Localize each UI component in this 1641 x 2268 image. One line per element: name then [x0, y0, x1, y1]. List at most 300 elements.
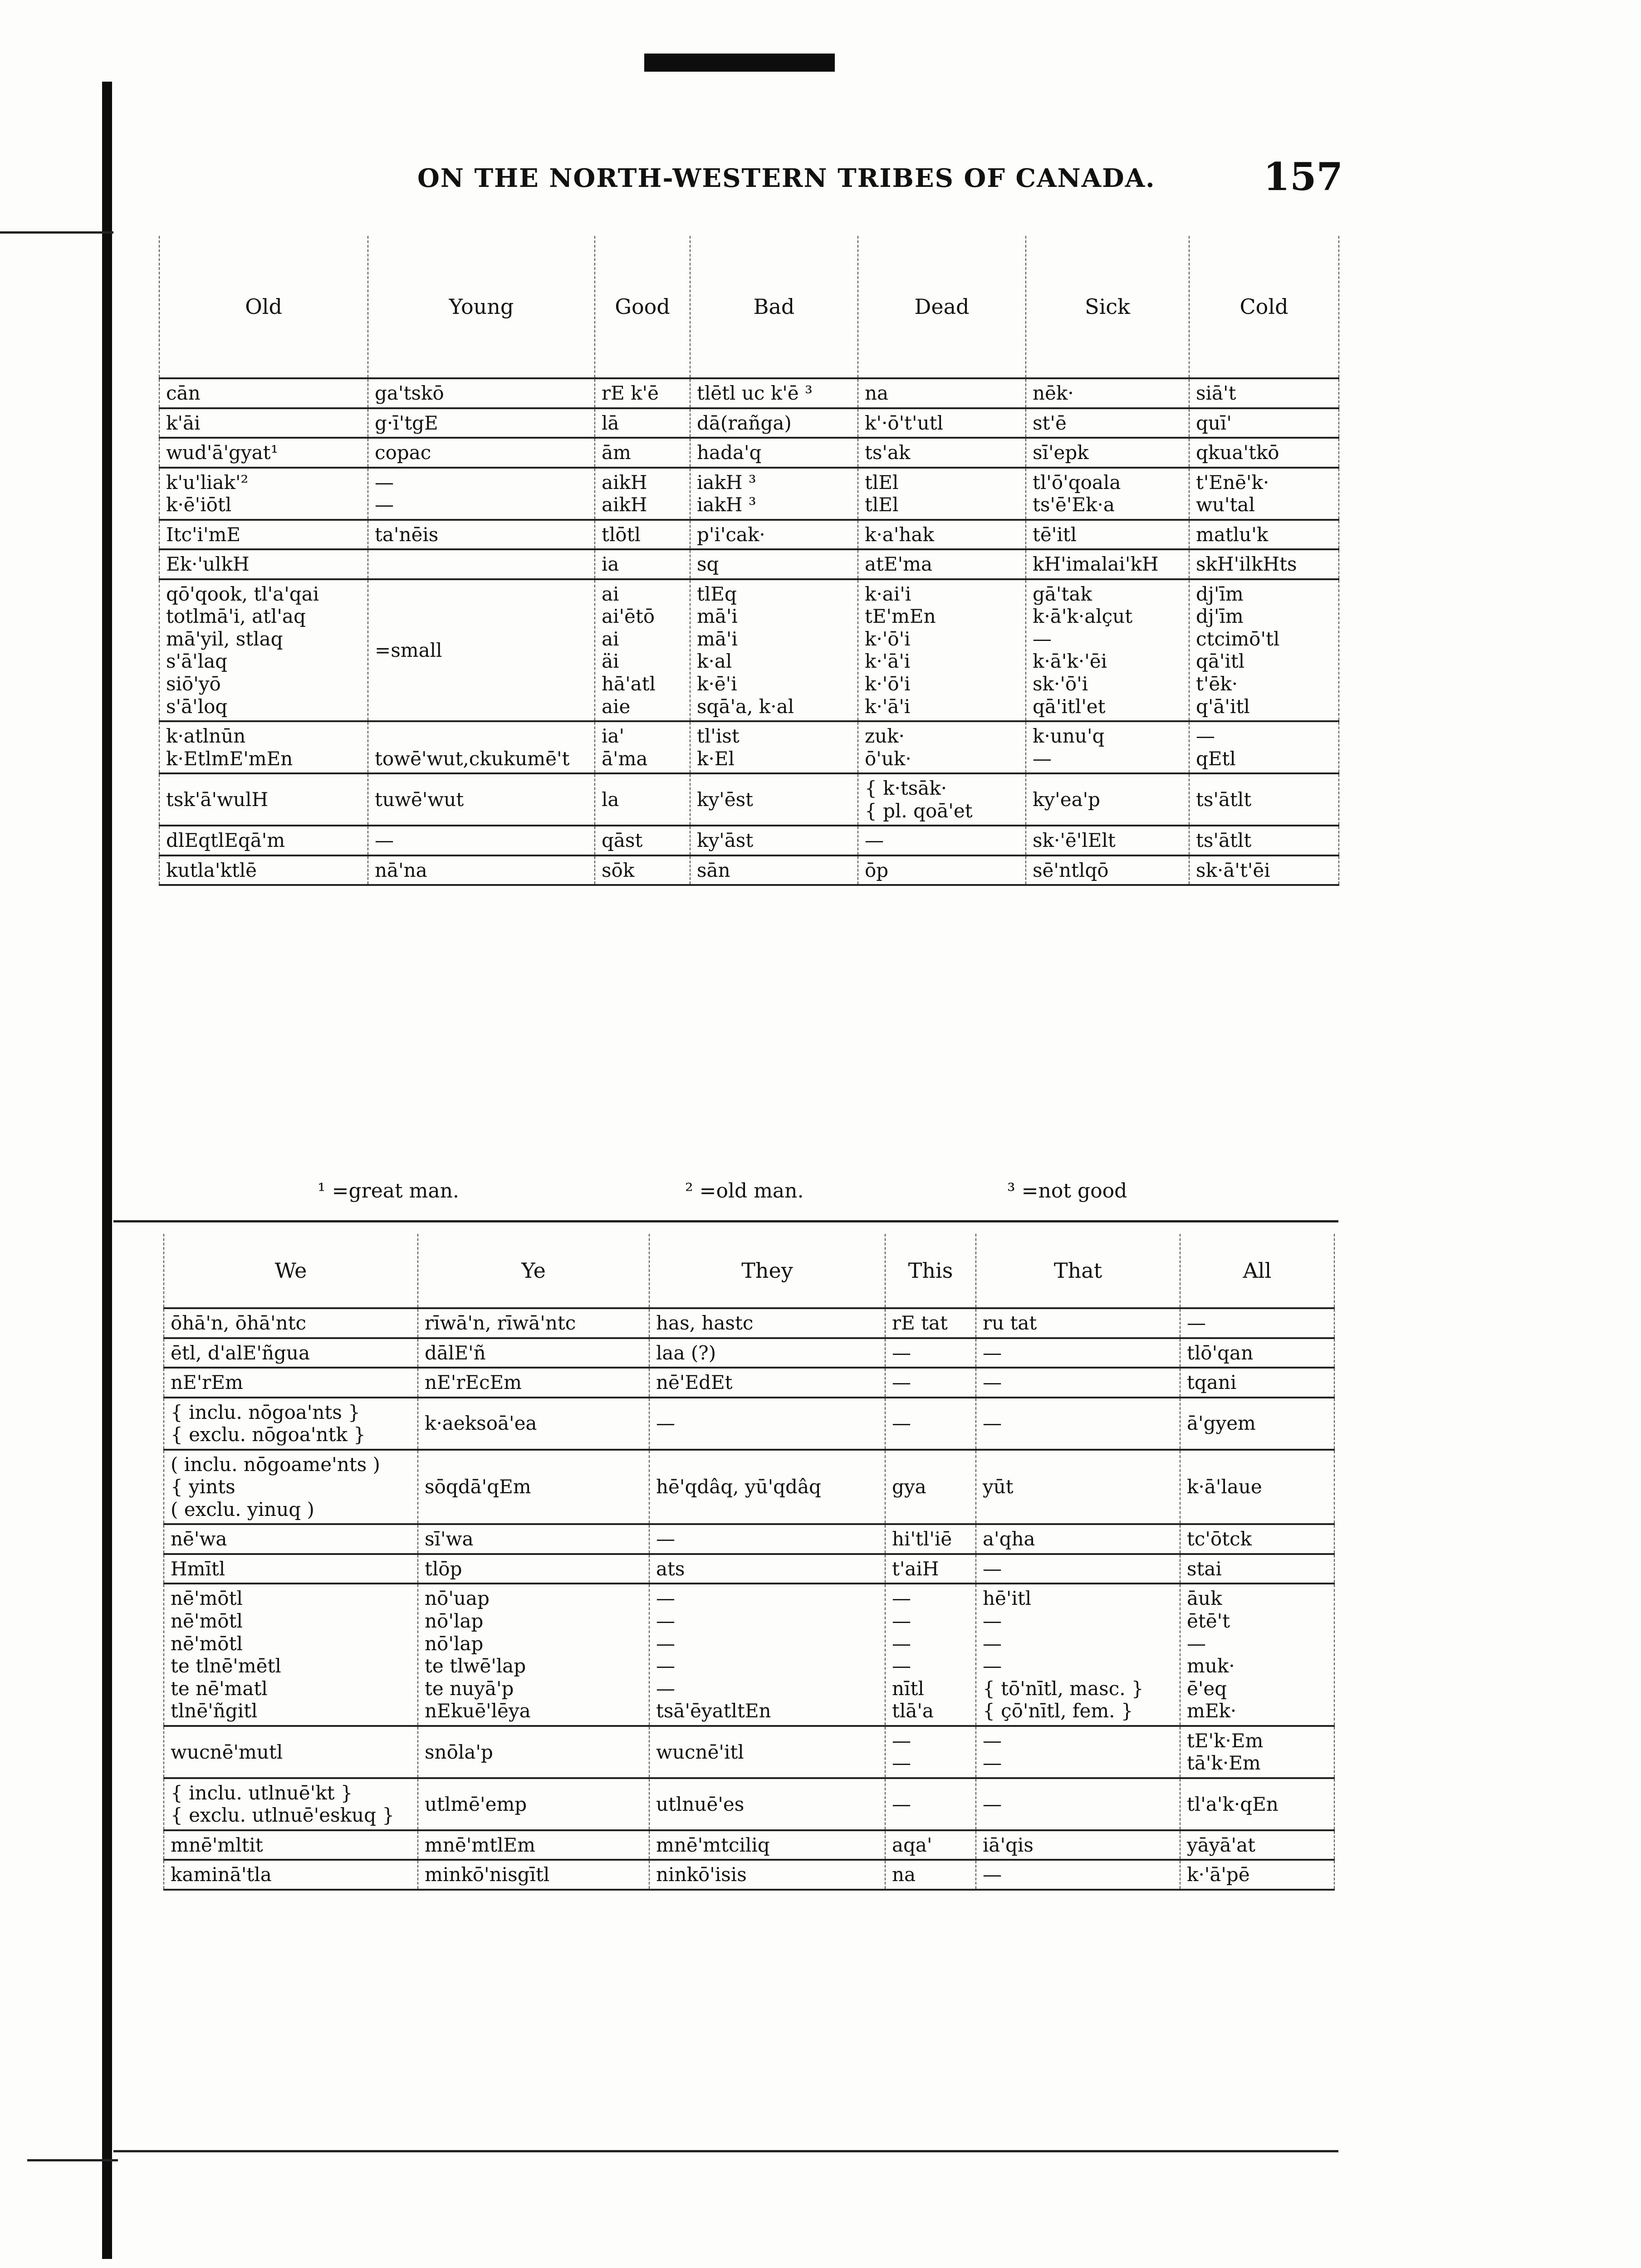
table2-cell-line: { exclu. utlnuē'eskuq }	[171, 1804, 395, 1827]
table2-header-cell: All	[1180, 1234, 1334, 1308]
table1-cell	[1026, 468, 1189, 520]
table2-row	[164, 1338, 1334, 1368]
table2-cell-line: nē'mōtl	[171, 1632, 243, 1655]
table1-cell-line: ō'uk·	[865, 747, 911, 770]
table1-cell-line: aie	[602, 695, 631, 718]
table2-cell: minkō'nisgītl	[418, 1860, 649, 1890]
table2-cell-line: mEk·	[1187, 1700, 1237, 1722]
table1-cell-line: dj'īm	[1196, 605, 1244, 628]
table1-cell-line: mā'i	[697, 627, 738, 650]
table2-cell: —	[976, 1338, 1180, 1368]
table1-cell: tē'itl	[1026, 520, 1189, 550]
table1-cell-line: tlEq	[697, 582, 737, 605]
table1-cell-line: ia'	[602, 725, 625, 748]
table2-header-row	[164, 1234, 1334, 1308]
table1-cell-line: hā'atl	[602, 673, 656, 695]
table1-cell	[368, 549, 595, 579]
table2-cell: aqa'	[885, 1830, 976, 1860]
table2-cell: yūt	[976, 1450, 1180, 1525]
table2-cell-line: nō'lap	[425, 1632, 484, 1655]
table2-cell	[885, 1726, 976, 1778]
table2-cell-line: te nuyā'p	[425, 1677, 514, 1700]
table2-row	[164, 1554, 1334, 1584]
table1-cell: g·ī'tgE	[368, 408, 595, 438]
table2-cell	[164, 1450, 418, 1525]
table2-cell-line: —	[983, 1632, 1002, 1655]
table1-cell-line: k·ē'i	[697, 673, 737, 695]
table1-row	[159, 378, 1339, 408]
table1-cell: dlEqtlEqā'm	[159, 826, 368, 855]
table1-cell	[159, 468, 368, 520]
table2-cell: dālE'ñ	[418, 1338, 649, 1368]
table2-cell-line: —	[983, 1610, 1002, 1633]
table2-cell-line: —	[656, 1677, 675, 1700]
table1-header-cell: Sick	[1026, 236, 1189, 378]
table1-cell-line: —	[1033, 627, 1052, 650]
bottom-rule	[113, 2150, 1338, 2152]
table2-cell: has, hastc	[649, 1308, 885, 1338]
table1-cell: cān	[159, 378, 368, 408]
table1-cell	[1189, 468, 1339, 520]
table2-body	[164, 1308, 1334, 1890]
table2-cell-line: āuk	[1187, 1587, 1222, 1610]
table2-cell-line: —	[892, 1752, 911, 1774]
table2-cell-line: te nē'matl	[171, 1677, 268, 1700]
table1-cell: atE'ma	[858, 549, 1026, 579]
table1-cell-line: k·'ā'i	[865, 695, 911, 718]
vocabulary-table-pronouns	[163, 1234, 1335, 1891]
table1-cell-line: totlmā'i, atl'aq	[166, 605, 306, 628]
table1-header-cell: Young	[368, 236, 595, 378]
table1-cell-line: —	[375, 494, 394, 516]
table1-cell-line: k·El	[697, 747, 735, 770]
table2-cell: wucnē'mutl	[164, 1726, 418, 1778]
table2-cell: a'qha	[976, 1524, 1180, 1554]
table2-cell: nE'rEcEm	[418, 1368, 649, 1398]
table2-cell: kaminā'tla	[164, 1860, 418, 1890]
table2-cell-line: ētē't	[1187, 1610, 1230, 1633]
table2-cell-line: { çō'nītl, fem. }	[983, 1700, 1133, 1722]
table2-cell: stai	[1180, 1554, 1334, 1584]
table1-cell: kH'imalai'kH	[1026, 549, 1189, 579]
table2-cell: —	[976, 1778, 1180, 1830]
table2-row	[164, 1398, 1334, 1450]
table1-cell: =small	[368, 579, 595, 721]
table1-cell: ky'ēst	[690, 773, 858, 826]
page-number: 157	[1263, 154, 1343, 199]
table1-cell	[690, 468, 858, 520]
table1-cell-line: ts'ē'Ek·a	[1033, 494, 1115, 516]
table1-cell-line: —	[375, 471, 394, 494]
table1-cell-line: k·ā'k·'ēi	[1033, 650, 1107, 673]
table1-cell-line: q'ā'itl	[1196, 695, 1250, 718]
table1-row	[159, 408, 1339, 438]
table1-cell: Itc'i'mE	[159, 520, 368, 550]
scan-left-binding	[102, 82, 112, 2259]
table2-cell: nē'wa	[164, 1524, 418, 1554]
table2-cell-line: —	[892, 1632, 911, 1655]
table1-cell: qāst	[595, 826, 690, 855]
table2-row	[164, 1778, 1334, 1830]
table2-cell: snōla'p	[418, 1726, 649, 1778]
table1-cell: st'ē	[1026, 408, 1189, 438]
table1-header-cell: Old	[159, 236, 368, 378]
table1-cell: dā(rañga)	[690, 408, 858, 438]
table1-header-row	[159, 236, 1339, 378]
table1-cell: tlētl uc k'ē ³	[690, 378, 858, 408]
table1-header-cell: Bad	[690, 236, 858, 378]
table1-cell: skH'ilkHts	[1189, 549, 1339, 579]
table1-row	[159, 468, 1339, 520]
table1-cell-line: k·al	[697, 650, 732, 673]
table2-cell: —	[649, 1524, 885, 1554]
table2-header-cell: This	[885, 1234, 976, 1308]
table2-row	[164, 1524, 1334, 1554]
table2-cell: hi'tl'iē	[885, 1524, 976, 1554]
table1-cell-line: mā'yil, stlaq	[166, 627, 283, 650]
table1-cell: sk·ā't'ēi	[1189, 855, 1339, 885]
table2-cell: hē'qdâq, yū'qdâq	[649, 1450, 885, 1525]
table1-cell	[1026, 579, 1189, 721]
table1-cell: ām	[595, 438, 690, 468]
table1-cell-line: sqā'a, k·al	[697, 695, 794, 718]
table2-cell: —	[976, 1554, 1180, 1584]
table2-row	[164, 1308, 1334, 1338]
table1-cell	[690, 579, 858, 721]
table2-cell-line: nō'lap	[425, 1610, 484, 1633]
footnote-1: ¹ =great man.	[318, 1179, 459, 1202]
table1-body	[159, 378, 1339, 885]
table2-cell-line: { inclu. utlnuē'kt }	[171, 1781, 353, 1804]
table1-cell: nēk·	[1026, 378, 1189, 408]
table1-cell-line: ctcimō'tl	[1196, 627, 1280, 650]
table1-cell-line: qā'itl'et	[1033, 695, 1106, 718]
running-title: ON THE NORTH-WESTERN TRIBES OF CANADA.	[417, 163, 1156, 193]
table1-cell: copac	[368, 438, 595, 468]
table1-cell: sī'epk	[1026, 438, 1189, 468]
table1-cell-line: tE'mEn	[865, 605, 936, 628]
table2-header-cell: We	[164, 1234, 418, 1308]
table1-cell-line: siō'yō	[166, 673, 221, 695]
table2-cell-line: nītl	[892, 1677, 924, 1700]
table2-cell-line: tlā'a	[892, 1700, 934, 1722]
table2-cell: tl'a'k·qEn	[1180, 1778, 1334, 1830]
table2-cell-line: —	[983, 1729, 1002, 1752]
table2-cell-line: muk·	[1187, 1655, 1235, 1677]
table1-cell-line: { k·tsāk·	[865, 777, 947, 800]
table1-cell-line: k·ai'i	[865, 582, 911, 605]
table1-cell: lā	[595, 408, 690, 438]
table2-header-cell: Ye	[418, 1234, 649, 1308]
table1-cell-line: iakH ³	[697, 494, 756, 516]
table1-cell-line: k·ē'iōtl	[166, 494, 232, 516]
table2-cell-line: —	[892, 1729, 911, 1752]
table2-cell-line: { inclu. nōgoa'nts }	[171, 1401, 360, 1423]
table1-cell: kutla'ktlē	[159, 855, 368, 885]
table2-cell	[976, 1726, 1180, 1778]
table1-cell-line: s'ā'loq	[166, 695, 228, 718]
table2-cell-line: { yints	[171, 1476, 235, 1498]
table1-cell: p'i'cak·	[690, 520, 858, 550]
table2-cell: —	[885, 1398, 976, 1450]
table2-cell: nE'rEm	[164, 1368, 418, 1398]
table1-row	[159, 773, 1339, 826]
table1-cell: rE k'ē	[595, 378, 690, 408]
table2-cell: ats	[649, 1554, 885, 1584]
table1-cell-line: mā'i	[697, 605, 738, 628]
table1-cell-line: wu'tal	[1196, 494, 1255, 516]
table2-cell	[164, 1584, 418, 1725]
table1-cell: siā't	[1189, 378, 1339, 408]
table1-cell: nā'na	[368, 855, 595, 885]
table1-cell: sk·'ē'lElt	[1026, 826, 1189, 855]
table1-cell: hada'q	[690, 438, 858, 468]
table2-cell-line: —	[983, 1752, 1002, 1774]
vocabulary-table-adjectives	[159, 236, 1339, 886]
table1-cell: na	[858, 378, 1026, 408]
table2-cell-line: nē'mōtl	[171, 1587, 243, 1610]
table2-cell-line: { exclu. nōgoa'ntk }	[171, 1423, 366, 1446]
table2-cell: gya	[885, 1450, 976, 1525]
table2-cell	[164, 1778, 418, 1830]
table1-header-cell: Good	[595, 236, 690, 378]
table1-cell: k'āi	[159, 408, 368, 438]
table1-row	[159, 855, 1339, 885]
table1-cell: ga'tskō	[368, 378, 595, 408]
table2-cell: ru tat	[976, 1308, 1180, 1338]
table2-cell-line: —	[656, 1587, 675, 1610]
section-divider	[113, 1220, 1338, 1222]
table1-cell: sān	[690, 855, 858, 885]
table1-cell-line: ai'ētō	[602, 605, 655, 628]
table1-cell-line: ai	[602, 582, 619, 605]
footnotes	[318, 1179, 1225, 1207]
table2-cell: tlōp	[418, 1554, 649, 1584]
table2-cell-line: ( inclu. nōgoame'nts )	[171, 1453, 380, 1476]
footnote-3: ³ =not good	[1007, 1179, 1127, 1202]
table2-cell-line: tE'k·Em	[1187, 1729, 1264, 1752]
table2-row	[164, 1368, 1334, 1398]
table1-cell	[159, 721, 368, 773]
table1-cell-line: tl'ist	[697, 725, 740, 748]
table1-cell-line: ai	[602, 627, 619, 650]
table1-cell: k'·ō't'utl	[858, 408, 1026, 438]
table2-cell-line: ē'eq	[1187, 1677, 1227, 1700]
table1-cell-line: aikH	[602, 494, 647, 516]
table2-cell-line: —	[892, 1610, 911, 1633]
table1-cell-line: qō'qook, tl'a'qai	[166, 582, 319, 605]
table1-cell	[858, 721, 1026, 773]
table1-row	[159, 438, 1339, 468]
table1-cell: —	[368, 826, 595, 855]
table1-cell-line: tlEl	[865, 471, 899, 494]
table1-cell	[1189, 721, 1339, 773]
table1-cell-line: t'Enē'k·	[1196, 471, 1269, 494]
table2-cell-line: —	[1187, 1632, 1206, 1655]
table1-cell: ōp	[858, 855, 1026, 885]
table1-cell-line: k·'ā'i	[865, 650, 911, 673]
table1-cell-line: t'ēk·	[1196, 673, 1238, 695]
table1-cell	[595, 579, 690, 721]
table2-cell-line: nō'uap	[425, 1587, 490, 1610]
table2-cell: mnē'mtlEm	[418, 1830, 649, 1860]
table1-cell-line: s'ā'laq	[166, 650, 228, 673]
table2-cell-line: —	[656, 1632, 675, 1655]
table2-cell: tc'ōtck	[1180, 1524, 1334, 1554]
table2-cell-line: —	[892, 1587, 911, 1610]
table2-cell: —	[1180, 1308, 1334, 1338]
table2-cell: Hmītl	[164, 1554, 418, 1584]
table2-cell: —	[976, 1398, 1180, 1450]
table2-cell: k·'ā'pē	[1180, 1860, 1334, 1890]
table1-cell: ts'ātlt	[1189, 826, 1339, 855]
table1-cell	[368, 468, 595, 520]
table2-cell: k·aeksoā'ea	[418, 1398, 649, 1450]
table1-cell-line: ā'ma	[602, 747, 648, 770]
table2-cell: —	[885, 1338, 976, 1368]
left-rule-bottom	[27, 2159, 118, 2161]
table1-cell-line: sk·'ō'i	[1033, 673, 1088, 695]
table1-cell	[858, 468, 1026, 520]
table2-cell: sī'wa	[418, 1524, 649, 1554]
table1-cell-line: k·EtlmE'mEn	[166, 747, 293, 770]
table1-cell-line: tlEl	[865, 494, 899, 516]
table1-cell: qkua'tkō	[1189, 438, 1339, 468]
table1-cell: ts'ak	[858, 438, 1026, 468]
table2-cell-line: nEkuē'lēya	[425, 1700, 531, 1722]
table2-cell	[418, 1584, 649, 1725]
table1-cell: k·a'hak	[858, 520, 1026, 550]
left-rule-top	[0, 231, 113, 234]
table2-cell: —	[649, 1398, 885, 1450]
table2-row	[164, 1450, 1334, 1525]
table1-cell: tsk'ā'wulH	[159, 773, 368, 826]
table2-cell: yāyā'at	[1180, 1830, 1334, 1860]
table2-row	[164, 1860, 1334, 1890]
table1-cell	[368, 721, 595, 773]
table1-cell: sq	[690, 549, 858, 579]
table1-cell	[595, 721, 690, 773]
table2-row	[164, 1830, 1334, 1860]
table2-cell-line: ( exclu. yinuq )	[171, 1498, 314, 1520]
table2-cell: —	[976, 1368, 1180, 1398]
table2-cell: mnē'mltit	[164, 1830, 418, 1860]
table2-cell-line: nē'mōtl	[171, 1610, 243, 1633]
table2-cell: ētl, d'alE'ñgua	[164, 1338, 418, 1368]
table2-cell	[164, 1398, 418, 1450]
table1-cell-line: k'u'liak'²	[166, 471, 249, 494]
table1-cell-line: —	[1196, 725, 1215, 748]
table1-cell: sē'ntlqō	[1026, 855, 1189, 885]
table2-cell: nē'EdEt	[649, 1368, 885, 1398]
table1-cell-line: tl'ō'qoala	[1033, 471, 1121, 494]
table2-row	[164, 1726, 1334, 1778]
table1-cell-line	[375, 725, 588, 748]
table2-header-cell: That	[976, 1234, 1180, 1308]
table2-cell: iā'qis	[976, 1830, 1180, 1860]
table2-cell: utlnuē'es	[649, 1778, 885, 1830]
table2-cell	[649, 1584, 885, 1725]
table1-cell: ky'ea'p	[1026, 773, 1189, 826]
table1-cell-line: k·ā'k·alçut	[1033, 605, 1133, 628]
table1-row	[159, 549, 1339, 579]
table2-cell: —	[976, 1860, 1180, 1890]
footnote-2: ² =old man.	[685, 1179, 804, 1202]
table1-cell: ia	[595, 549, 690, 579]
table2-cell: —	[885, 1368, 976, 1398]
table2-cell: tlō'qan	[1180, 1338, 1334, 1368]
table2-cell	[976, 1584, 1180, 1725]
table1-cell: Ek·'ulkH	[159, 549, 368, 579]
table1-cell-line: k·unu'q	[1033, 725, 1105, 748]
table2-row	[164, 1584, 1334, 1725]
table1-cell: matlu'k	[1189, 520, 1339, 550]
table1-cell	[595, 468, 690, 520]
table1-cell: wud'ā'gyat¹	[159, 438, 368, 468]
table2-cell: k·ā'laue	[1180, 1450, 1334, 1525]
page-header	[118, 154, 1343, 204]
table1-cell-line: aikH	[602, 471, 647, 494]
table1-cell: —	[858, 826, 1026, 855]
table1-cell-line: äi	[602, 650, 619, 673]
table1-cell	[858, 579, 1026, 721]
table2-cell-line: te tlnē'mētl	[171, 1655, 281, 1677]
table2-cell: —	[885, 1778, 976, 1830]
table1-header-cell: Cold	[1189, 236, 1339, 378]
table1-cell-line: qā'itl	[1196, 650, 1245, 673]
scan-top-mark	[644, 54, 835, 72]
table2-cell: ninkō'isis	[649, 1860, 885, 1890]
table2-cell	[1180, 1584, 1334, 1725]
table1-row	[159, 721, 1339, 773]
table2-cell-line: —	[656, 1655, 675, 1677]
table1-cell-line: towē'wut,ckukumē't	[375, 747, 570, 770]
table1-row	[159, 579, 1339, 721]
table1-cell-line: qEtl	[1196, 747, 1236, 770]
table1-cell: ky'āst	[690, 826, 858, 855]
table2-cell-line: tsā'ēyatltEn	[656, 1700, 771, 1722]
table1-cell: tuwē'wut	[368, 773, 595, 826]
table2-cell-line: tā'k·Em	[1187, 1752, 1261, 1774]
table2-cell: ā'gyem	[1180, 1398, 1334, 1450]
table2-cell-line: —	[656, 1610, 675, 1633]
table1-cell: tlōtl	[595, 520, 690, 550]
table2-cell-line: te tlwē'lap	[425, 1655, 526, 1677]
table1-header-cell: Dead	[858, 236, 1026, 378]
table1-cell-line: k·'ō'i	[865, 627, 911, 650]
table1-cell: sōk	[595, 855, 690, 885]
table1-cell: quī'	[1189, 408, 1339, 438]
table1-cell: ta'nēis	[368, 520, 595, 550]
table2-cell-line: —	[983, 1655, 1002, 1677]
table1-cell: ts'ātlt	[1189, 773, 1339, 826]
table1-cell	[858, 773, 1026, 826]
table1-cell-line: k·atlnūn	[166, 725, 246, 748]
table1-cell-line: zuk·	[865, 725, 905, 748]
table2-cell: wucnē'itl	[649, 1726, 885, 1778]
table1-cell	[159, 579, 368, 721]
table1-cell: la	[595, 773, 690, 826]
table1-cell-line: dj'īm	[1196, 582, 1244, 605]
table1-cell	[690, 721, 858, 773]
table2-cell-line: tlnē'ñgitl	[171, 1700, 258, 1722]
table2-cell	[1180, 1726, 1334, 1778]
table1-cell-line: { pl. qoā'et	[865, 799, 973, 822]
table2-cell: utlmē'emp	[418, 1778, 649, 1830]
table1-cell-line: iakH ³	[697, 471, 756, 494]
table2-cell: laa (?)	[649, 1338, 885, 1368]
table2-cell: na	[885, 1860, 976, 1890]
